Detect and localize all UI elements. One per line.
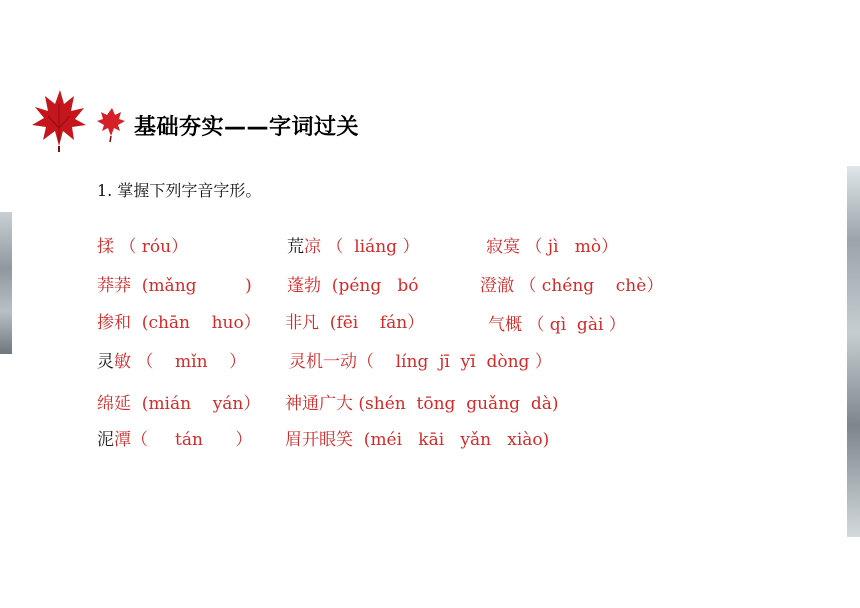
entry-text-red: 非凡 (fēi fán） (285, 313, 425, 333)
word-entry (287, 236, 419, 258)
word-entry (97, 275, 252, 297)
right-edge-photo-strip (847, 166, 860, 537)
entry-text-blk: 泥 (97, 430, 114, 450)
word-entry (285, 393, 559, 415)
word-entry (287, 275, 419, 297)
word-entry (289, 351, 552, 373)
entry-text-red: 绵延 (mián yán） (97, 394, 261, 414)
entry-text-red: 蓬勃 (péng bó (287, 276, 419, 296)
section-title: 基础夯实——字词过关 (134, 115, 360, 140)
entry-text-red: 神通广大 (shén tōng guǎng dà) (285, 394, 559, 414)
word-entry (285, 429, 549, 451)
entry-text-red: 凉 （ liáng ） (304, 237, 420, 257)
entry-text-red: 眉开眼笑 (méi kāi yǎn xiào) (285, 430, 550, 450)
entry-text-red: 掺和 (chān huo） (97, 313, 261, 333)
word-entry (480, 275, 663, 297)
word-entry (97, 429, 252, 451)
entry-text-red: 灵机一动（ líng jī yī dòng ） (289, 352, 552, 372)
word-entry (285, 312, 424, 334)
entry-text-red: 揉 （ róu） (97, 237, 189, 257)
word-entry (97, 393, 260, 415)
entry-text-red: 气概 （ qì gài ） (488, 315, 626, 335)
entry-text-blk: 灵 (97, 352, 114, 372)
left-edge-photo-strip (0, 212, 12, 354)
entry-text-blk: 荒 (287, 237, 304, 257)
instruction-text: 1. 掌握下列字音字形。 (97, 181, 262, 200)
word-entry (97, 236, 188, 258)
entry-text-red: 寂寞 （ jì mò） (486, 237, 619, 257)
word-entry (97, 351, 246, 373)
entry-text-red: 澄澈 （ chéng chè） (480, 276, 664, 296)
maple-leaf-icon (28, 84, 128, 154)
entry-text-red: 莽莽 (mǎng ) (97, 276, 252, 296)
word-entry (97, 312, 261, 334)
word-entry (488, 314, 626, 336)
entry-text-red: 潭（ tán ） (114, 430, 253, 450)
entry-text-red: 敏 （ mǐn ） (114, 352, 247, 372)
word-entry (486, 236, 618, 258)
